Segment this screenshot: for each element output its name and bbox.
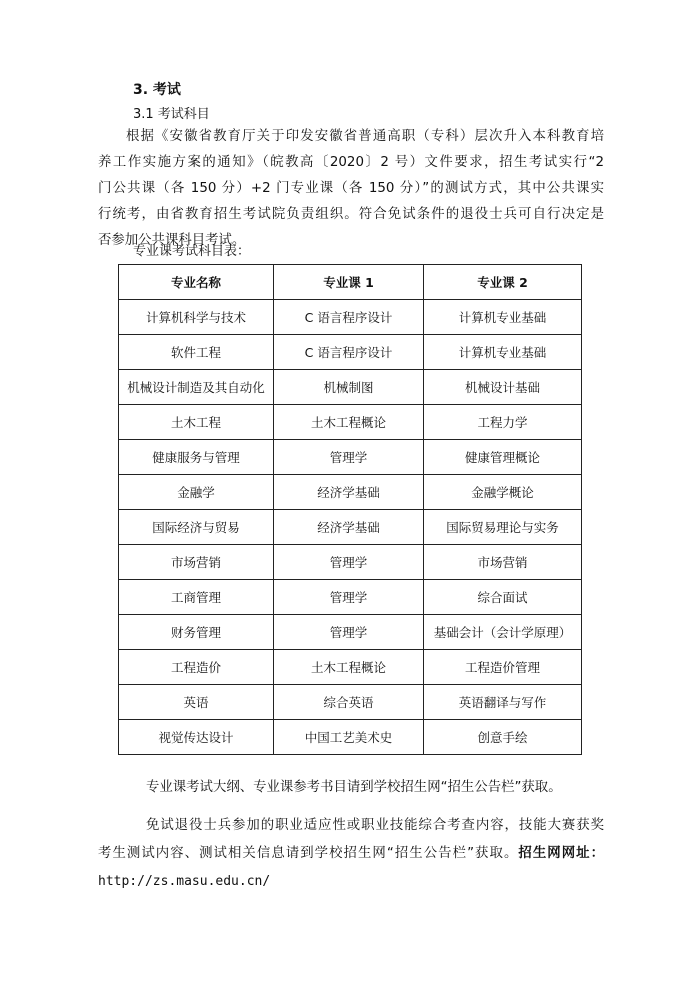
table-row [119, 685, 582, 720]
section-subheading: 3.1 考试科目 [133, 107, 210, 122]
table-cell: 工程造价管理 [424, 650, 582, 685]
table-cell: 英语翻译与写作 [424, 685, 582, 720]
table-row [119, 335, 582, 370]
table-cell: 工程力学 [424, 405, 582, 440]
intro-line: 否参加公共课科目考试。 [98, 233, 246, 248]
table-cell: 财务管理 [119, 615, 274, 650]
table-cell: 综合面试 [424, 580, 582, 615]
table-cell: 视觉传达设计 [119, 720, 274, 755]
table-cell: 金融学 [119, 475, 274, 510]
table-header-row [119, 265, 582, 300]
table-row [119, 510, 582, 545]
subjects-table [118, 264, 582, 755]
table-cell: 土木工程概论 [274, 650, 424, 685]
table-cell: 国际经济与贸易 [119, 510, 274, 545]
syllabus-note: 专业课考试大纲、专业课参考书目请到学校招生网“招生公告栏”获取。 [146, 780, 562, 795]
table-row [119, 545, 582, 580]
table-cell: 经济学基础 [274, 475, 424, 510]
table-cell: 综合英语 [274, 685, 424, 720]
table-cell: 工程造价 [119, 650, 274, 685]
table-cell: 英语 [119, 685, 274, 720]
table-cell: C 语言程序设计 [274, 335, 424, 370]
table-cell: 管理学 [274, 580, 424, 615]
table-row [119, 300, 582, 335]
table-cell: 市场营销 [424, 545, 582, 580]
table-cell: 机械设计基础 [424, 370, 582, 405]
table-cell: 管理学 [274, 545, 424, 580]
column-header: 专业课 1 [274, 265, 424, 300]
intro-line: 根据《安徽省教育厅关于印发安徽省普通高职（专科）层次升入本科教育培 [126, 129, 604, 144]
section-heading: 3. 考试 [133, 82, 181, 98]
table-cell: 金融学概论 [424, 475, 582, 510]
table-row [119, 475, 582, 510]
table-cell: 管理学 [274, 440, 424, 475]
table-cell: 中国工艺美术史 [274, 720, 424, 755]
website-url-link[interactable]: http://zs.masu.edu.cn/ [98, 874, 271, 889]
table-cell: 计算机专业基础 [424, 335, 582, 370]
table-row [119, 405, 582, 440]
table-row [119, 580, 582, 615]
intro-line: 门公共课（各 150 分）+2 门专业课（各 150 分）”的测试方式，其中公共课实 [98, 181, 604, 196]
table-row [119, 650, 582, 685]
website-label: 招生网网址： [518, 846, 604, 861]
table-row [119, 615, 582, 650]
table-cell: 健康管理概论 [424, 440, 582, 475]
column-header: 专业课 2 [424, 265, 582, 300]
intro-paragraph [98, 124, 604, 254]
column-header: 专业名称 [119, 265, 274, 300]
exempt-paragraph [98, 812, 604, 896]
table-cell: 基础会计（会计学原理） [424, 615, 582, 650]
table-row [119, 720, 582, 755]
table-cell: 市场营销 [119, 545, 274, 580]
intro-line: 行统考，由省教育招生考试院负责组织。符合免试条件的退役士兵可自行决定是 [98, 207, 604, 222]
table-cell: 机械设计制造及其自动化 [119, 370, 274, 405]
intro-line: 养工作实施方案的通知》（皖教高〔2020〕2 号）文件要求，招生考试实行“2 [98, 155, 604, 170]
table-cell: 管理学 [274, 615, 424, 650]
table-cell: 土木工程概论 [274, 405, 424, 440]
table-cell: C 语言程序设计 [274, 300, 424, 335]
exempt-line-text: 考生测试内容、测试相关信息请到学校招生网“招生公告栏”获取。 [98, 846, 519, 861]
table-cell: 经济学基础 [274, 510, 424, 545]
table-body [119, 300, 582, 755]
table-cell: 工商管理 [119, 580, 274, 615]
table-row [119, 440, 582, 475]
table-cell: 计算机科学与技术 [119, 300, 274, 335]
table-row [119, 370, 582, 405]
exempt-line [98, 840, 604, 868]
table-cell: 机械制图 [274, 370, 424, 405]
table-cell: 计算机专业基础 [424, 300, 582, 335]
table-cell: 国际贸易理论与实务 [424, 510, 582, 545]
exempt-line: 免试退役士兵参加的职业适应性或职业技能综合考查内容，技能大赛获奖 [146, 818, 604, 833]
table-cell: 软件工程 [119, 335, 274, 370]
table-cell: 创意手绘 [424, 720, 582, 755]
table-caption: 专业课考试科目表： [133, 244, 251, 259]
table-cell: 健康服务与管理 [119, 440, 274, 475]
table-cell: 土木工程 [119, 405, 274, 440]
